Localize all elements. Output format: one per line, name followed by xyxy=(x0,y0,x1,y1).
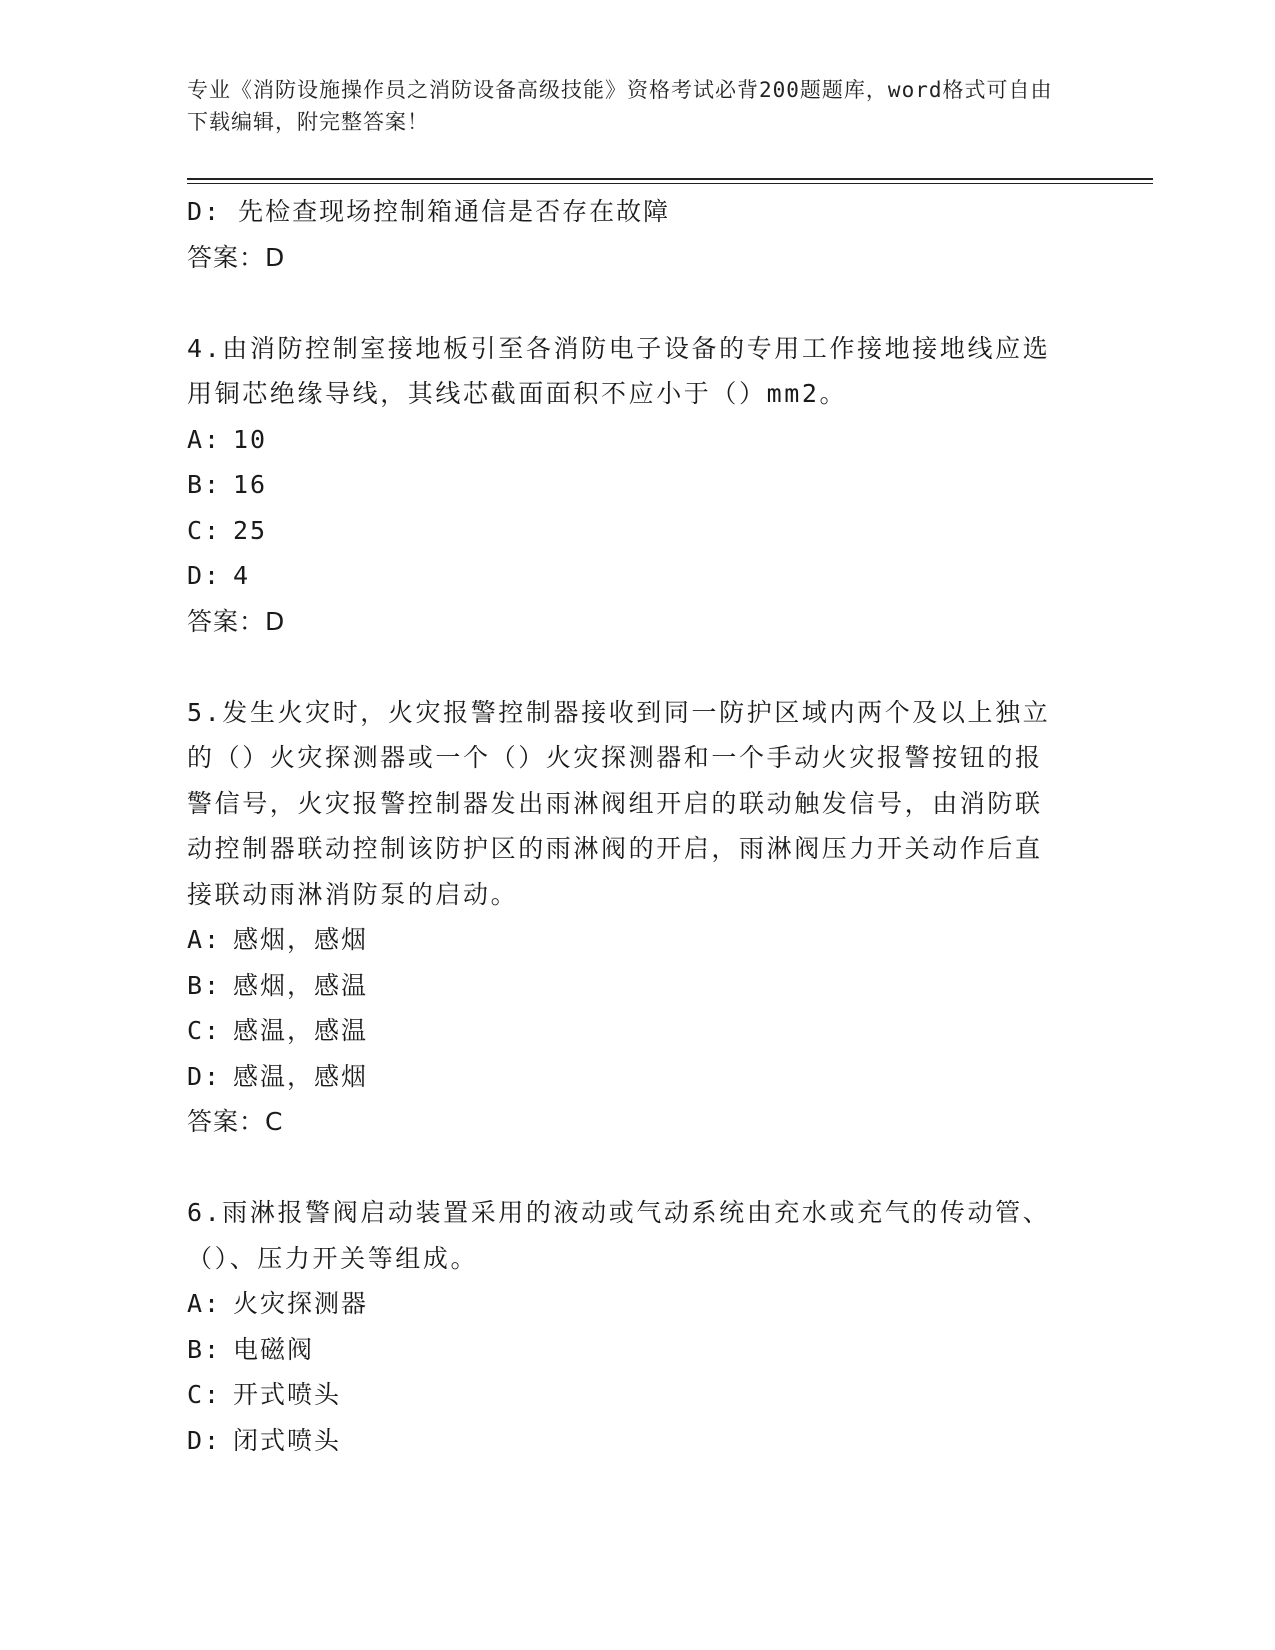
question-4-answer: 答案：D xyxy=(187,606,286,636)
question-5-option-a xyxy=(187,917,1087,963)
prev-option-d: D: 先检查现场控制箱通信是否存在故障 xyxy=(187,197,671,226)
question-5 xyxy=(187,690,1087,1145)
option-key: A: xyxy=(187,424,222,454)
option-text: 16 xyxy=(233,470,268,499)
option-text: 感烟，感烟 xyxy=(233,925,369,954)
question-4-option-c xyxy=(187,508,1087,554)
option-key: A: xyxy=(187,1289,222,1318)
option-text: 开式喷头 xyxy=(233,1380,342,1409)
option-text: 10 xyxy=(233,424,268,454)
option-key: B: xyxy=(187,970,222,1000)
spacer xyxy=(187,644,1087,690)
spacer xyxy=(187,280,1087,326)
question-5-option-d xyxy=(187,1054,1087,1100)
question-5-option-b xyxy=(187,963,1087,1009)
option-key: C: xyxy=(187,515,222,545)
option-key: D: xyxy=(187,1061,222,1091)
option-text: 火灾探测器 xyxy=(233,1289,369,1318)
question-4-stem: 4.由消防控制室接地板引至各消防电子设备的专用工作接地接地线应选用铜芯绝缘导线，其线芯截面面积不应小于（）mm2。 xyxy=(187,333,1051,408)
option-key: A: xyxy=(187,925,222,954)
question-6-option-a xyxy=(187,1281,1087,1327)
prev-answer: 答案：D xyxy=(187,242,286,272)
question-5-answer: 答案：C xyxy=(187,1107,284,1136)
option-text: 电磁阀 xyxy=(233,1334,315,1364)
option-text: 感温，感温 xyxy=(233,1016,369,1045)
option-key: C: xyxy=(187,1380,222,1409)
option-text: 感温，感烟 xyxy=(233,1061,369,1091)
header-divider-thick xyxy=(187,178,1153,180)
question-6-option-c xyxy=(187,1372,1087,1418)
question-4-option-a xyxy=(187,417,1087,463)
option-key: C: xyxy=(187,1016,222,1045)
question-5-stem: 5.发生火灾时，火灾报警控制器接收到同一防护区域内两个及以上独立的（）火灾探测器或一个（）火灾探测器和一个手动火灾报警按钮的报警信号，火灾报警控制器发出雨淋阀组开启的联动触发信号，由消防联动控制器联动控制该防护区的雨淋阀的开启，雨淋阀压力开关动作后直接联动雨淋消防泵的启动。 xyxy=(187,697,1051,909)
question-6-stem: 6.雨淋报警阀启动装置采用的液动或气动系统由充水或充气的传动管、（）、压力开关等组成。 xyxy=(187,1198,1051,1273)
question-6-option-d xyxy=(187,1418,1087,1464)
question-5-option-c xyxy=(187,1008,1087,1054)
spacer xyxy=(187,1145,1087,1191)
question-4-option-b xyxy=(187,462,1087,508)
option-text: 4 xyxy=(233,561,251,590)
option-key: D: xyxy=(187,561,222,590)
option-text: 25 xyxy=(233,515,268,545)
option-key: B: xyxy=(187,470,222,499)
question-list xyxy=(187,189,1087,1463)
header-divider-thin xyxy=(187,183,1153,184)
document-header: 专业《消防设施操作员之消防设备高级技能》资格考试必背200题题库，word格式可自由下载编辑，附完整答案！ xyxy=(187,78,1053,134)
question-6-option-b xyxy=(187,1327,1087,1373)
question-4 xyxy=(187,326,1087,645)
option-key: D: xyxy=(187,1425,222,1455)
question-4-option-d xyxy=(187,553,1087,599)
option-text: 闭式喷头 xyxy=(233,1425,342,1455)
option-key: B: xyxy=(187,1334,222,1364)
question-6 xyxy=(187,1190,1087,1463)
option-text: 感烟，感温 xyxy=(233,970,369,1000)
